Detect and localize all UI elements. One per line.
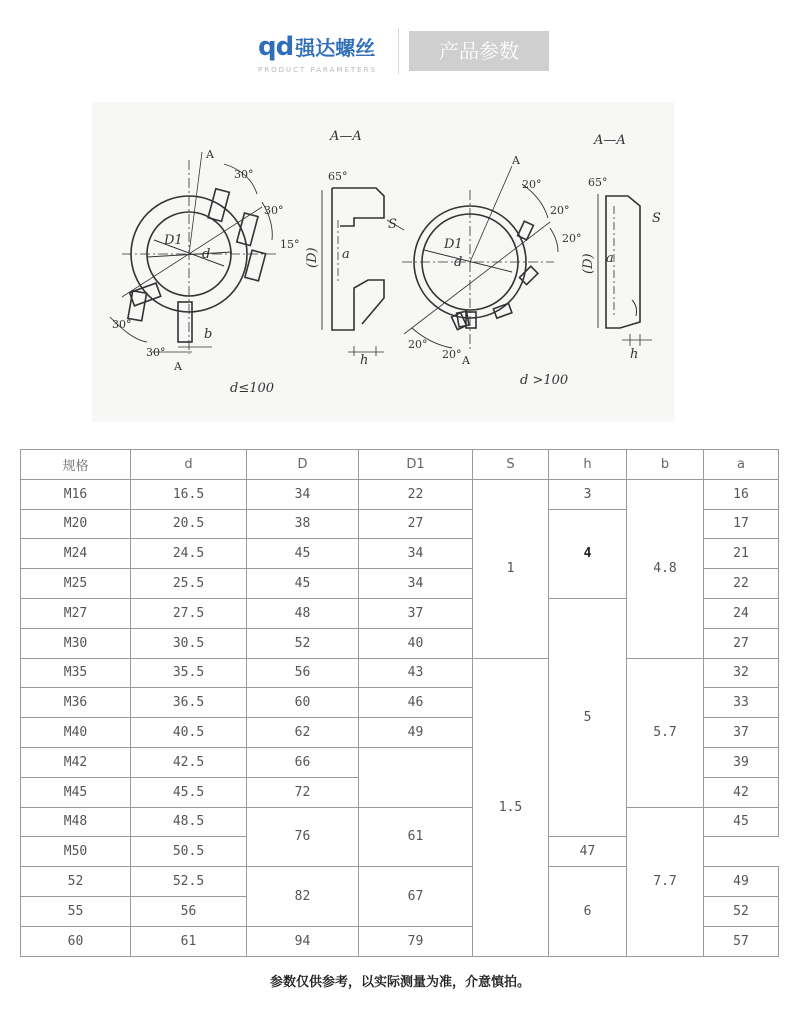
right-label-A-top: A xyxy=(512,154,520,167)
cell-a: 52 xyxy=(704,896,779,926)
left-label-b: b xyxy=(204,327,213,342)
cell-d: 50.5 xyxy=(131,837,247,867)
cell-a: 22 xyxy=(704,569,779,599)
cell-D1: 27 xyxy=(359,509,473,539)
cell-a: 39 xyxy=(704,747,779,777)
cell-D1: 79 xyxy=(359,926,473,956)
cell-D: 56 xyxy=(247,658,359,688)
right-label-A-bottom: A xyxy=(462,354,470,367)
cell-a: 42 xyxy=(704,777,779,807)
right-angle-65: 65° xyxy=(588,176,608,189)
right-label-d: d xyxy=(454,255,463,270)
cell-a: 49 xyxy=(704,867,779,897)
cell-h: 6 xyxy=(549,867,627,956)
cell-a: 21 xyxy=(704,539,779,569)
logo-mark: qd xyxy=(258,32,294,62)
cell-a: 16 xyxy=(704,479,779,509)
logo-name: 强达螺丝 xyxy=(295,36,376,60)
cell-spec: 52 xyxy=(21,867,131,897)
cell-a: 45 xyxy=(704,807,779,837)
cell-D: 94 xyxy=(247,926,359,956)
cell-spec: 55 xyxy=(21,896,131,926)
cell-D1 xyxy=(359,747,473,807)
cell-D1: 46 xyxy=(359,688,473,718)
cell-D1: 37 xyxy=(359,598,473,628)
left-angle-30-b: 30° xyxy=(264,204,284,217)
col-header-spec: 规格 xyxy=(21,450,131,480)
brand-logo xyxy=(258,32,375,62)
technical-drawing xyxy=(92,102,674,422)
col-header-D: D xyxy=(247,450,359,480)
cell-D: 38 xyxy=(247,509,359,539)
cell-spec: M24 xyxy=(21,539,131,569)
left-angle-65: 65° xyxy=(328,170,348,183)
cell-d: 42.5 xyxy=(131,747,247,777)
left-label-A-bottom: A xyxy=(174,360,182,373)
cell-a: 37 xyxy=(704,718,779,748)
cell-b: 5.7 xyxy=(627,658,704,807)
cell-D1: 43 xyxy=(359,658,473,688)
spec-table xyxy=(20,449,779,957)
cell-a: 32 xyxy=(704,658,779,688)
cell-D: 52 xyxy=(247,628,359,658)
cell-D: 45 xyxy=(247,569,359,599)
cell-D: 76 xyxy=(247,807,359,867)
cell-h: 5 xyxy=(549,598,627,836)
right-label-D1: D1 xyxy=(444,237,463,252)
section-title: 产品参数 xyxy=(409,31,549,71)
cell-h: 3 xyxy=(549,479,627,509)
cell-D1: 40 xyxy=(359,628,473,658)
cell-D: 45 xyxy=(247,539,359,569)
left-label-h: h xyxy=(360,353,369,368)
cell-spec: M16 xyxy=(21,479,131,509)
left-angle-30-d: 30° xyxy=(146,346,166,359)
left-caption: d≤100 xyxy=(230,381,275,396)
table-row xyxy=(21,807,779,837)
left-label-A-top: A xyxy=(206,148,214,161)
cell-D: 82 xyxy=(247,867,359,927)
cell-d: 24.5 xyxy=(131,539,247,569)
cell-a: 17 xyxy=(704,509,779,539)
cell-d: 52.5 xyxy=(131,867,247,897)
cell-spec: M50 xyxy=(21,837,131,867)
col-header-h: h xyxy=(549,450,627,480)
cell-d: 35.5 xyxy=(131,658,247,688)
right-section-label: A—A xyxy=(594,133,626,148)
cell-d: 16.5 xyxy=(131,479,247,509)
cell-D1: 49 xyxy=(359,718,473,748)
header-divider xyxy=(398,28,399,74)
cell-D: 72 xyxy=(247,777,359,807)
cell-d: 20.5 xyxy=(131,509,247,539)
cell-D: 48 xyxy=(247,598,359,628)
cell-spec: M45 xyxy=(21,777,131,807)
col-header-b: b xyxy=(627,450,704,480)
cell-h: 4 xyxy=(549,509,627,598)
page-header xyxy=(0,28,800,78)
right-label-a: a xyxy=(606,251,614,266)
cell-D1: 61 xyxy=(359,807,473,867)
right-label-h: h xyxy=(630,347,639,362)
cell-a: 57 xyxy=(704,926,779,956)
cell-spec: 60 xyxy=(21,926,131,956)
cell-spec: M40 xyxy=(21,718,131,748)
cell-d: 40.5 xyxy=(131,718,247,748)
col-header-S: S xyxy=(473,450,549,480)
cell-D: 60 xyxy=(247,688,359,718)
cell-a: 27 xyxy=(704,628,779,658)
cell-spec: M20 xyxy=(21,509,131,539)
cell-spec: M30 xyxy=(21,628,131,658)
cell-spec: M48 xyxy=(21,807,131,837)
cell-d: 30.5 xyxy=(131,628,247,658)
cell-b: 4.8 xyxy=(627,479,704,658)
cell-d: 56 xyxy=(131,896,247,926)
cell-a: 33 xyxy=(704,688,779,718)
left-label-d: d xyxy=(202,247,211,262)
col-header-D1: D1 xyxy=(359,450,473,480)
col-header-a: a xyxy=(704,450,779,480)
right-angle-20-c: 20° xyxy=(562,232,582,245)
washer-drawing-svg xyxy=(92,102,674,422)
cell-b: 7.7 xyxy=(627,807,704,956)
cell-D1: 22 xyxy=(359,479,473,509)
right-angle-20-a: 20° xyxy=(522,178,542,191)
cell-D1: 67 xyxy=(359,867,473,927)
cell-spec: M35 xyxy=(21,658,131,688)
left-label-D: (D) xyxy=(305,247,320,268)
left-section-label: A—A xyxy=(330,129,362,144)
cell-D: 34 xyxy=(247,479,359,509)
right-angle-20-d: 20° xyxy=(408,338,428,351)
cell-d: 25.5 xyxy=(131,569,247,599)
right-angle-20-b: 20° xyxy=(550,204,570,217)
right-label-D: (D) xyxy=(581,253,596,274)
cell-spec: M36 xyxy=(21,688,131,718)
cell-d: 61 xyxy=(131,926,247,956)
logo-subtitle: PRODUCT PARAMETERS xyxy=(258,66,377,74)
right-caption: d >100 xyxy=(520,373,569,388)
table-row xyxy=(21,479,779,509)
left-label-a: a xyxy=(342,247,350,262)
disclaimer-note: 参数仅供参考，以实际测量为准，介意慎拍。 xyxy=(269,975,530,990)
cell-spec: M42 xyxy=(21,747,131,777)
cell-D: 66 xyxy=(247,747,359,777)
right-label-S: S xyxy=(652,211,661,226)
cell-D: 62 xyxy=(247,718,359,748)
cell-a: 24 xyxy=(704,598,779,628)
left-label-D1: D1 xyxy=(164,233,183,248)
cell-a: 47 xyxy=(549,837,627,867)
left-angle-15: 15° xyxy=(280,238,300,251)
cell-d: 45.5 xyxy=(131,777,247,807)
left-angle-30-c: 30° xyxy=(112,318,132,331)
cell-spec: M25 xyxy=(21,569,131,599)
col-header-d: d xyxy=(131,450,247,480)
right-angle-20-e: 20° xyxy=(442,348,462,361)
cell-D1: 34 xyxy=(359,569,473,599)
table-header-row xyxy=(21,450,779,480)
cell-d: 27.5 xyxy=(131,598,247,628)
cell-d: 48.5 xyxy=(131,807,247,837)
cell-S: 1 xyxy=(473,479,549,658)
cell-S: 1.5 xyxy=(473,658,549,956)
left-label-S: S xyxy=(388,217,397,232)
cell-D1: 34 xyxy=(359,539,473,569)
table-row xyxy=(21,658,779,688)
left-angle-30-a: 30° xyxy=(234,168,254,181)
cell-d: 36.5 xyxy=(131,688,247,718)
cell-spec: M27 xyxy=(21,598,131,628)
